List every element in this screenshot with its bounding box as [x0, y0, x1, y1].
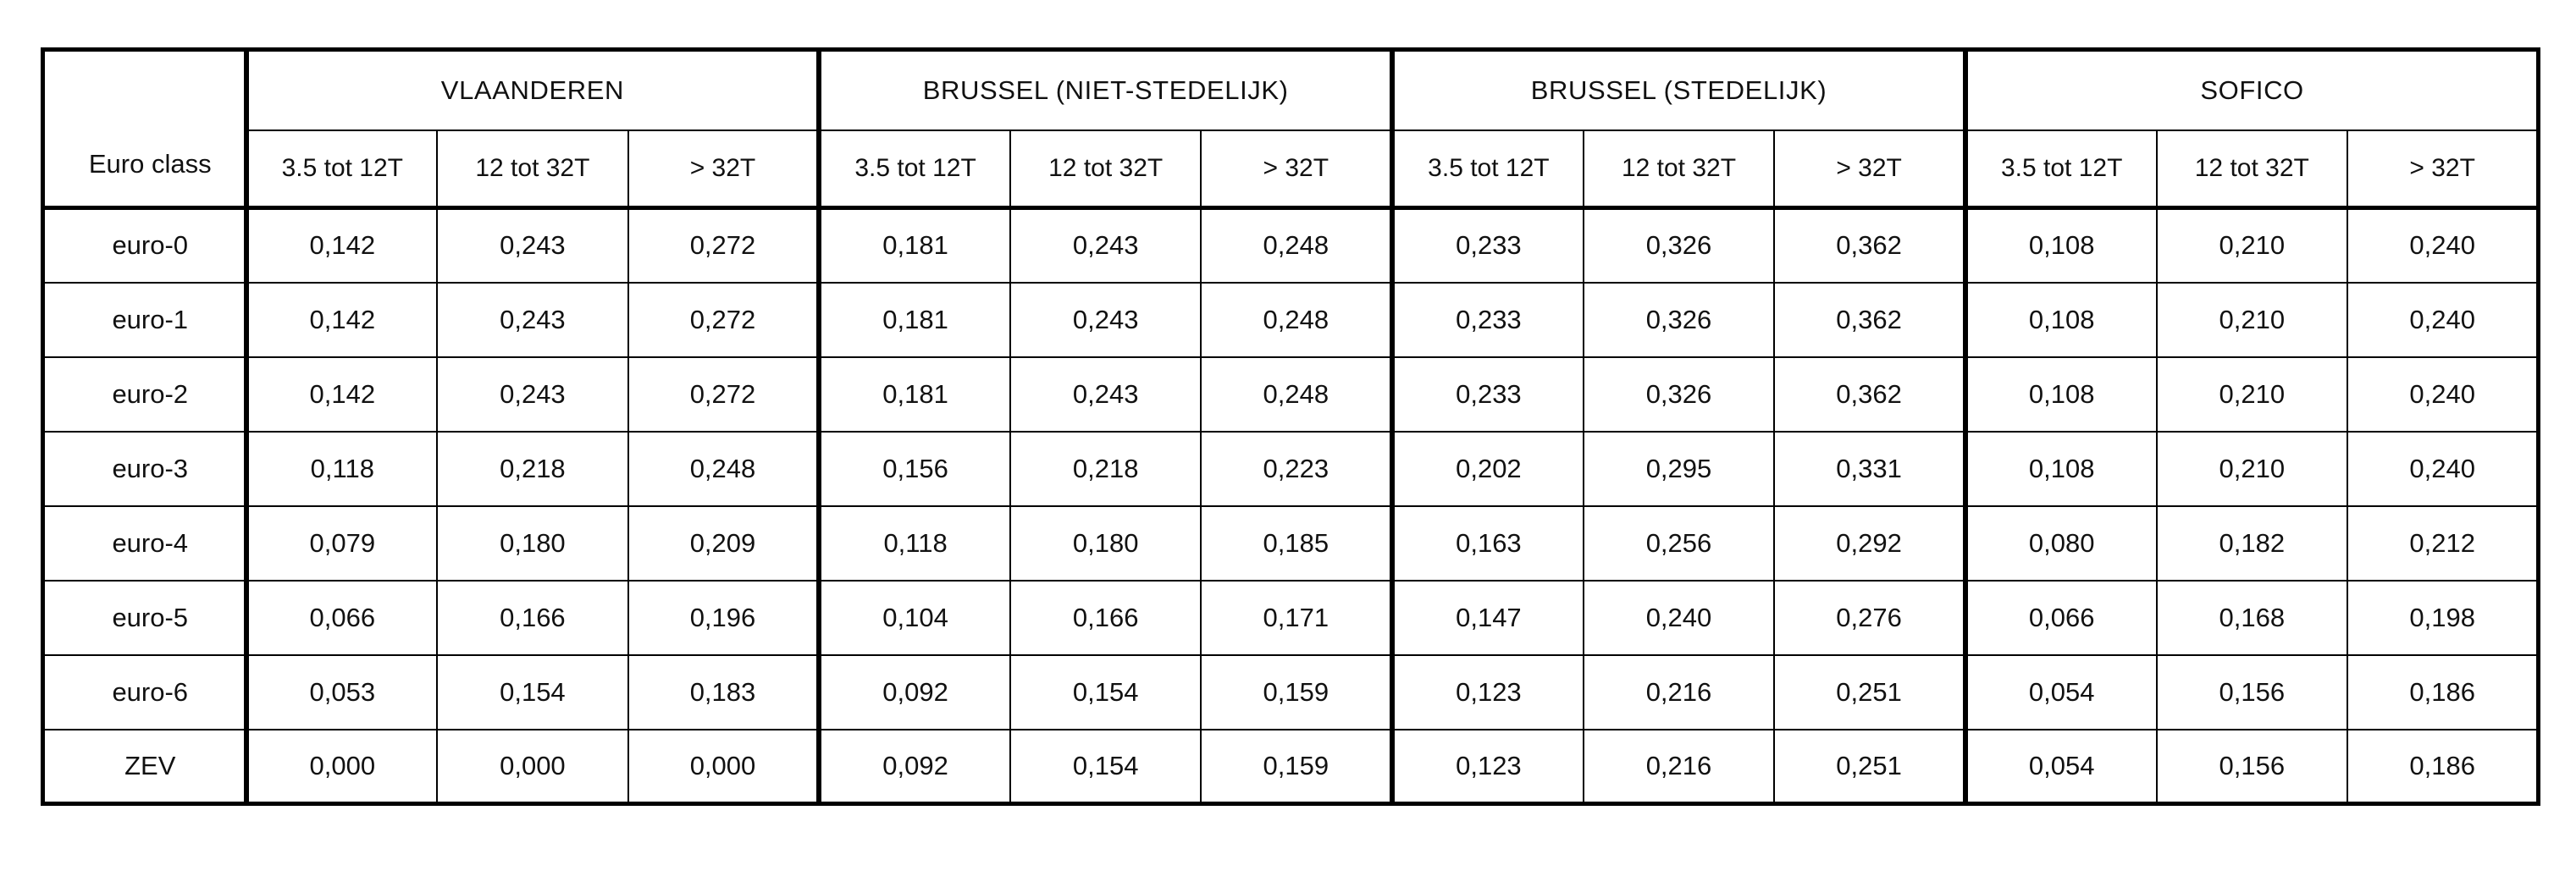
- weight-header-bxlniet-3-5-12t: 3.5 tot 12T: [819, 130, 1010, 208]
- cell: 0,362: [1774, 283, 1965, 357]
- cell: 0,156: [2157, 730, 2348, 804]
- row-label: euro-3: [43, 432, 246, 506]
- cell: 0,000: [437, 730, 628, 804]
- cell: 0,248: [1201, 283, 1392, 357]
- cell: 0,186: [2347, 655, 2539, 730]
- cell: 0,240: [2347, 283, 2539, 357]
- cell: 0,233: [1392, 208, 1584, 283]
- cell: 0,243: [1010, 283, 1202, 357]
- table-row: [43, 655, 2539, 730]
- cell: 0,185: [1201, 506, 1392, 581]
- euro-class-header: Euro class: [43, 130, 246, 208]
- cell: 0,142: [246, 208, 438, 283]
- weight-header-vla-3-5-12t: 3.5 tot 12T: [246, 130, 438, 208]
- cell: 0,181: [819, 283, 1010, 357]
- cell: 0,171: [1201, 581, 1392, 655]
- cell: 0,147: [1392, 581, 1584, 655]
- cell: 0,362: [1774, 208, 1965, 283]
- cell: 0,240: [1584, 581, 1775, 655]
- cell: 0,276: [1774, 581, 1965, 655]
- cell: 0,210: [2157, 208, 2348, 283]
- cell: 0,210: [2157, 357, 2348, 432]
- cell: 0,092: [819, 730, 1010, 804]
- cell: 0,243: [437, 357, 628, 432]
- cell: 0,216: [1584, 655, 1775, 730]
- weight-header-bxlsted-3-5-12t: 3.5 tot 12T: [1392, 130, 1584, 208]
- cell: 0,154: [1010, 655, 1202, 730]
- weight-header-sofico-12-32t: 12 tot 32T: [2157, 130, 2348, 208]
- cell: 0,154: [437, 655, 628, 730]
- cell: 0,066: [1965, 581, 2157, 655]
- cell: 0,180: [437, 506, 628, 581]
- cell: 0,092: [819, 655, 1010, 730]
- table-row: [43, 432, 2539, 506]
- cell: 0,251: [1774, 655, 1965, 730]
- cell: 0,233: [1392, 283, 1584, 357]
- cell: 0,000: [246, 730, 438, 804]
- group-header-brussel-stedelijk: BRUSSEL (STEDELIJK): [1392, 50, 1965, 131]
- cell: 0,108: [1965, 432, 2157, 506]
- cell: 0,248: [628, 432, 820, 506]
- cell: 0,108: [1965, 208, 2157, 283]
- cell: 0,198: [2347, 581, 2539, 655]
- row-label: euro-1: [43, 283, 246, 357]
- cell: 0,251: [1774, 730, 1965, 804]
- cell: 0,054: [1965, 730, 2157, 804]
- cell: 0,142: [246, 357, 438, 432]
- cell: 0,180: [1010, 506, 1202, 581]
- cell: 0,118: [819, 506, 1010, 581]
- cell: 0,210: [2157, 283, 2348, 357]
- cell: 0,181: [819, 208, 1010, 283]
- row-label: euro-2: [43, 357, 246, 432]
- cell: 0,166: [1010, 581, 1202, 655]
- weight-header-bxlniet-gt32t: > 32T: [1201, 130, 1392, 208]
- cell: 0,272: [628, 283, 820, 357]
- cell: 0,154: [1010, 730, 1202, 804]
- row-label: ZEV: [43, 730, 246, 804]
- cell: 0,243: [437, 208, 628, 283]
- weight-header-vla-12-32t: 12 tot 32T: [437, 130, 628, 208]
- cell: 0,240: [2347, 357, 2539, 432]
- cell: 0,209: [628, 506, 820, 581]
- cell: 0,166: [437, 581, 628, 655]
- cell: 0,272: [628, 208, 820, 283]
- weight-header-vla-gt32t: > 32T: [628, 130, 820, 208]
- cell: 0,168: [2157, 581, 2348, 655]
- cell: 0,248: [1201, 357, 1392, 432]
- cell: 0,079: [246, 506, 438, 581]
- cell: 0,272: [628, 357, 820, 432]
- cell: 0,163: [1392, 506, 1584, 581]
- group-header-vlaanderen: VLAANDEREN: [246, 50, 820, 131]
- group-header-brussel-niet-stedelijk: BRUSSEL (NIET-STEDELIJK): [819, 50, 1392, 131]
- weight-class-header-row: [43, 130, 2539, 208]
- cell: 0,212: [2347, 506, 2539, 581]
- cell: 0,080: [1965, 506, 2157, 581]
- cell: 0,159: [1201, 730, 1392, 804]
- cell: 0,326: [1584, 357, 1775, 432]
- cell: 0,054: [1965, 655, 2157, 730]
- cell: 0,256: [1584, 506, 1775, 581]
- cell: 0,156: [2157, 655, 2348, 730]
- cell: 0,218: [437, 432, 628, 506]
- cell: 0,196: [628, 581, 820, 655]
- cell: 0,182: [2157, 506, 2348, 581]
- cell: 0,108: [1965, 357, 2157, 432]
- region-header-row: [43, 50, 2539, 131]
- cell: 0,248: [1201, 208, 1392, 283]
- cell: 0,218: [1010, 432, 1202, 506]
- table-row: [43, 506, 2539, 581]
- cell: 0,243: [1010, 357, 1202, 432]
- table-row: [43, 730, 2539, 804]
- cell: 0,123: [1392, 730, 1584, 804]
- cell: 0,123: [1392, 655, 1584, 730]
- cell: 0,156: [819, 432, 1010, 506]
- cell: 0,331: [1774, 432, 1965, 506]
- cell: 0,159: [1201, 655, 1392, 730]
- cell: 0,142: [246, 283, 438, 357]
- cell: 0,000: [628, 730, 820, 804]
- table-row: [43, 357, 2539, 432]
- weight-header-sofico-3-5-12t: 3.5 tot 12T: [1965, 130, 2157, 208]
- table-header: [43, 50, 2539, 208]
- table-row: [43, 283, 2539, 357]
- corner-blank-cell: [43, 50, 246, 131]
- cell: 0,326: [1584, 208, 1775, 283]
- table-row: [43, 581, 2539, 655]
- cell: 0,233: [1392, 357, 1584, 432]
- weight-header-sofico-gt32t: > 32T: [2347, 130, 2539, 208]
- cell: 0,295: [1584, 432, 1775, 506]
- cell: 0,202: [1392, 432, 1584, 506]
- row-label: euro-0: [43, 208, 246, 283]
- cell: 0,186: [2347, 730, 2539, 804]
- cell: 0,216: [1584, 730, 1775, 804]
- row-label: euro-5: [43, 581, 246, 655]
- cell: 0,362: [1774, 357, 1965, 432]
- weight-header-bxlniet-12-32t: 12 tot 32T: [1010, 130, 1202, 208]
- table-row: [43, 208, 2539, 283]
- cell: 0,292: [1774, 506, 1965, 581]
- cell: 0,240: [2347, 432, 2539, 506]
- euro-class-rate-table: [41, 47, 2540, 806]
- cell: 0,210: [2157, 432, 2348, 506]
- cell: 0,223: [1201, 432, 1392, 506]
- weight-header-bxlsted-gt32t: > 32T: [1774, 130, 1965, 208]
- row-label: euro-6: [43, 655, 246, 730]
- cell: 0,243: [437, 283, 628, 357]
- cell: 0,326: [1584, 283, 1775, 357]
- cell: 0,108: [1965, 283, 2157, 357]
- cell: 0,243: [1010, 208, 1202, 283]
- weight-header-bxlsted-12-32t: 12 tot 32T: [1584, 130, 1775, 208]
- row-label: euro-4: [43, 506, 246, 581]
- cell: 0,181: [819, 357, 1010, 432]
- cell: 0,118: [246, 432, 438, 506]
- cell: 0,066: [246, 581, 438, 655]
- cell: 0,104: [819, 581, 1010, 655]
- rate-table-container: [41, 47, 2537, 806]
- cell: 0,053: [246, 655, 438, 730]
- cell: 0,183: [628, 655, 820, 730]
- table-body: [43, 208, 2539, 804]
- group-header-sofico: SOFICO: [1965, 50, 2539, 131]
- cell: 0,240: [2347, 208, 2539, 283]
